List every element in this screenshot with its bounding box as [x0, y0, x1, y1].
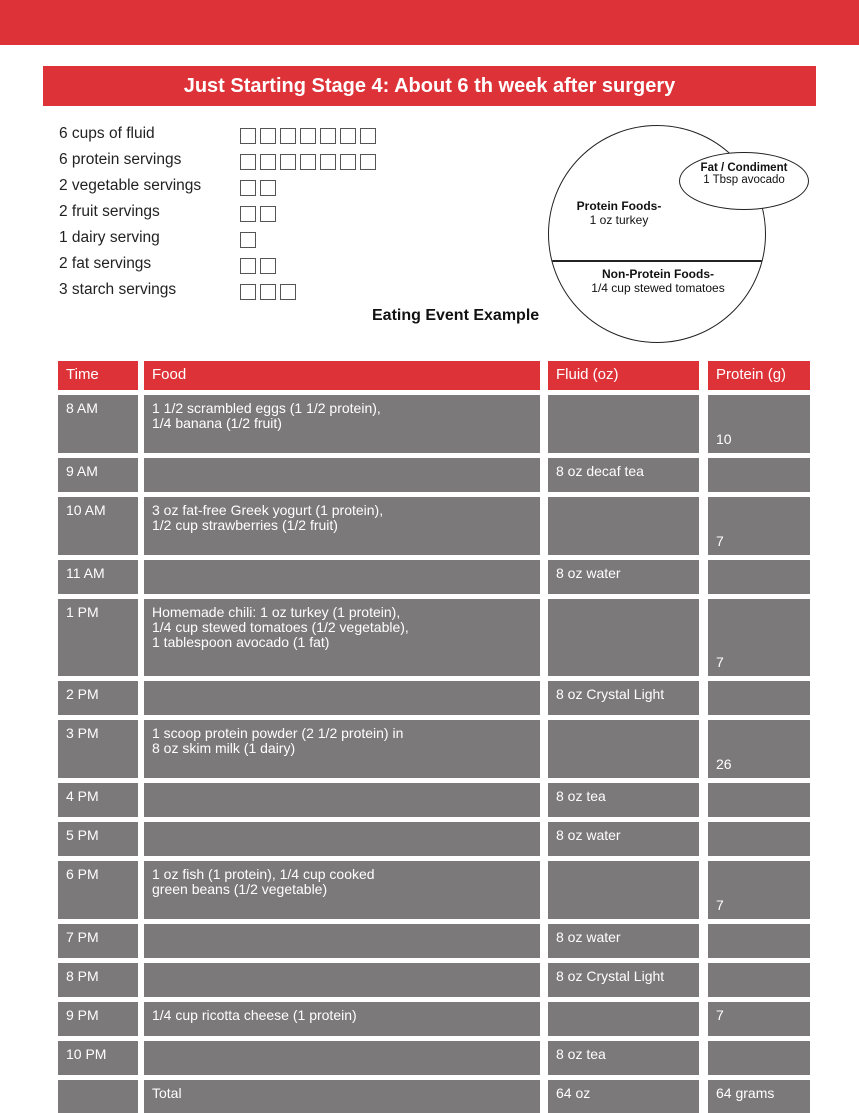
- serving-label: 3 starch servings: [59, 281, 177, 298]
- serving-checkboxes: [240, 180, 276, 196]
- table-cell-food: [144, 1041, 540, 1075]
- table-cell-food: 3 oz fat-free Greek yogurt (1 protein), 1/2 cup strawberries (1/2 fruit): [144, 497, 540, 555]
- table-cell-fluid: 8 oz water: [548, 924, 699, 958]
- serving-checkbox[interactable]: [360, 128, 376, 144]
- serving-checkboxes: [240, 128, 376, 144]
- table-cell-protein: 10: [708, 395, 810, 453]
- total-cell-fluid: 64 oz: [548, 1080, 699, 1113]
- table-cell-protein: 7: [708, 599, 810, 676]
- table-cell-food: [144, 458, 540, 492]
- table-cell-time: 3 PM: [58, 720, 138, 778]
- table-header-protein: Protein (g): [708, 361, 810, 390]
- table-cell-protein: [708, 560, 810, 594]
- table-cell-food: [144, 560, 540, 594]
- table-cell-time: 6 PM: [58, 861, 138, 919]
- serving-checkbox[interactable]: [280, 284, 296, 300]
- serving-label: 6 cups of fluid: [59, 125, 155, 142]
- serving-checkbox[interactable]: [280, 128, 296, 144]
- plate-protein-title: Protein Foods-: [576, 199, 662, 213]
- serving-checkboxes: [240, 206, 276, 222]
- serving-checkboxes: [240, 232, 256, 248]
- serving-checkbox[interactable]: [260, 154, 276, 170]
- serving-checkbox[interactable]: [320, 128, 336, 144]
- table-cell-food: [144, 822, 540, 856]
- serving-label: 1 dairy serving: [59, 229, 160, 246]
- table-cell-time: 2 PM: [58, 681, 138, 715]
- table-cell-fluid: [548, 497, 699, 555]
- plate-nonprotein-title: Non-Protein Foods-: [602, 267, 714, 281]
- top-banner: [0, 0, 859, 45]
- plate-fat-item: 1 Tbsp avocado: [703, 174, 785, 186]
- serving-checkbox[interactable]: [320, 154, 336, 170]
- serving-checkboxes: [240, 154, 376, 170]
- table-cell-protein: [708, 924, 810, 958]
- table-header-time: Time: [58, 361, 138, 390]
- serving-checkbox[interactable]: [240, 258, 256, 274]
- table-cell-protein: [708, 783, 810, 817]
- table-cell-protein: 26: [708, 720, 810, 778]
- table-cell-time: 5 PM: [58, 822, 138, 856]
- table-cell-protein: [708, 822, 810, 856]
- table-cell-protein: [708, 458, 810, 492]
- table-cell-fluid: 8 oz Crystal Light: [548, 681, 699, 715]
- table-cell-time: 9 PM: [58, 1002, 138, 1036]
- serving-label: 2 fat servings: [59, 255, 152, 272]
- serving-checkbox[interactable]: [340, 128, 356, 144]
- table-cell-fluid: [548, 861, 699, 919]
- serving-checkbox[interactable]: [260, 258, 276, 274]
- table-header-food: Food: [144, 361, 540, 390]
- serving-checkbox[interactable]: [300, 154, 316, 170]
- plate-nonprotein-section: [549, 267, 766, 295]
- table-cell-protein: 7: [708, 861, 810, 919]
- table-cell-fluid: 8 oz water: [548, 822, 699, 856]
- table-cell-time: 11 AM: [58, 560, 138, 594]
- table-cell-food: 1 1/2 scrambled eggs (1 1/2 protein), 1/4 banana (1/2 fruit): [144, 395, 540, 453]
- plate-caption: Eating Event Example: [372, 307, 540, 324]
- total-cell-protein: 64 grams: [708, 1080, 810, 1113]
- serving-label: 6 protein servings: [59, 151, 182, 168]
- serving-checkbox[interactable]: [340, 154, 356, 170]
- table-cell-food: 1/4 cup ricotta cheese (1 protein): [144, 1002, 540, 1036]
- total-cell-food: Total: [144, 1080, 540, 1113]
- table-cell-fluid: [548, 599, 699, 676]
- table-cell-food: [144, 783, 540, 817]
- total-cell-time: [58, 1080, 138, 1113]
- table-cell-time: 1 PM: [58, 599, 138, 676]
- serving-checkboxes: [240, 258, 276, 274]
- table-cell-food: 1 scoop protein powder (2 1/2 protein) in 8 oz skim milk (1 dairy): [144, 720, 540, 778]
- table-cell-fluid: [548, 395, 699, 453]
- table-cell-fluid: 8 oz water: [548, 560, 699, 594]
- table-cell-protein: 7: [708, 1002, 810, 1036]
- serving-checkbox[interactable]: [260, 180, 276, 196]
- table-cell-fluid: [548, 1002, 699, 1036]
- table-cell-food: [144, 924, 540, 958]
- serving-checkbox[interactable]: [300, 128, 316, 144]
- table-cell-fluid: 8 oz tea: [548, 783, 699, 817]
- table-cell-food: [144, 963, 540, 997]
- table-cell-time: 8 PM: [58, 963, 138, 997]
- serving-checkbox[interactable]: [260, 128, 276, 144]
- table-cell-protein: [708, 963, 810, 997]
- table-cell-protein: 7: [708, 497, 810, 555]
- serving-checkbox[interactable]: [240, 206, 256, 222]
- serving-checkbox[interactable]: [240, 180, 256, 196]
- serving-checkbox[interactable]: [260, 206, 276, 222]
- table-cell-fluid: 8 oz tea: [548, 1041, 699, 1075]
- serving-label: 2 vegetable servings: [59, 177, 202, 194]
- serving-checkbox[interactable]: [240, 232, 256, 248]
- serving-checkbox[interactable]: [240, 154, 256, 170]
- serving-checkboxes: [240, 284, 296, 300]
- page-title: Just Starting Stage 4: About 6 th week after surgery: [43, 66, 816, 106]
- table-cell-time: 10 AM: [58, 497, 138, 555]
- table-cell-time: 9 AM: [58, 458, 138, 492]
- serving-label: 2 fruit servings: [59, 203, 160, 220]
- plate-protein-section: [569, 199, 669, 227]
- table-cell-time: 8 AM: [58, 395, 138, 453]
- table-cell-fluid: [548, 720, 699, 778]
- table-cell-time: 7 PM: [58, 924, 138, 958]
- serving-checkbox[interactable]: [260, 284, 276, 300]
- table-cell-food: 1 oz fish (1 protein), 1/4 cup cooked green beans (1/2 vegetable): [144, 861, 540, 919]
- plate-protein-item: 1 oz turkey: [589, 213, 649, 227]
- plate-fat-condiment: [679, 152, 809, 210]
- serving-checkbox[interactable]: [240, 128, 256, 144]
- serving-checkbox[interactable]: [280, 154, 296, 170]
- table-cell-protein: [708, 681, 810, 715]
- table-cell-fluid: 8 oz Crystal Light: [548, 963, 699, 997]
- table-cell-food: [144, 681, 540, 715]
- table-header-fluid: Fluid (oz): [548, 361, 699, 390]
- table-cell-time: 10 PM: [58, 1041, 138, 1075]
- table-cell-protein: [708, 1041, 810, 1075]
- table-cell-time: 4 PM: [58, 783, 138, 817]
- plate-nonprotein-item: 1/4 cup stewed tomatoes: [591, 281, 725, 295]
- table-cell-food: Homemade chili: 1 oz turkey (1 protein), 1/4 cup stewed tomatoes (1/2 vegetable), 1 tablespoon avocado (1 fat): [144, 599, 540, 676]
- serving-checkbox[interactable]: [240, 284, 256, 300]
- plate-divider: [549, 260, 766, 262]
- plate-fat-title: Fat / Condiment: [700, 162, 788, 174]
- table-cell-fluid: 8 oz decaf tea: [548, 458, 699, 492]
- serving-checkbox[interactable]: [360, 154, 376, 170]
